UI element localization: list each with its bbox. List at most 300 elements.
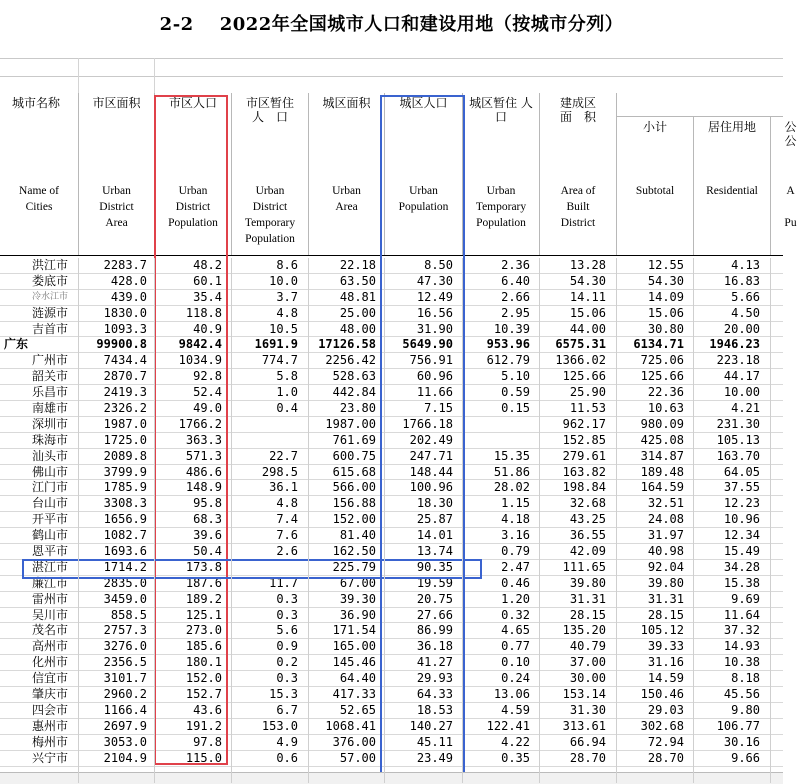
column-rule [693, 258, 694, 783]
value-cell: 60.96 [416, 369, 453, 384]
city-name-cell: 涟源市 [31, 305, 68, 320]
city-name-cell: 吴川市 [31, 607, 68, 622]
value-cell: 980.09 [640, 416, 684, 431]
value-cell: 313.61 [562, 718, 606, 733]
value-cell: 16.83 [723, 273, 760, 288]
value-cell: 50.4 [193, 544, 222, 559]
value-cell: 60.1 [193, 273, 222, 288]
value-cell: 7434.4 [103, 353, 147, 368]
value-cell: 18.30 [416, 496, 453, 511]
value-cell: 164.59 [640, 480, 684, 495]
value-cell: 6.7 [276, 702, 298, 717]
column-header [308, 93, 384, 255]
highlight-zhanjiang-row [22, 559, 482, 579]
value-cell: 10.5 [269, 321, 298, 336]
city-name-cell: 湛江市 [31, 559, 68, 574]
value-cell: 2089.8 [103, 448, 147, 463]
value-cell: 31.31 [647, 591, 684, 606]
value-cell: 12.34 [723, 528, 760, 543]
value-cell: 189.2 [185, 591, 222, 606]
value-cell: 12.55 [647, 258, 684, 272]
value-cell: 2757.3 [103, 623, 147, 638]
city-name-cell: 茂名市 [31, 623, 68, 638]
value-cell: 2.6 [276, 544, 298, 559]
value-cell: 2356.5 [103, 655, 147, 670]
value-cell: 39.6 [193, 528, 222, 543]
value-cell: 31.97 [647, 528, 684, 543]
value-cell: 32.51 [647, 496, 684, 511]
column-rule [616, 258, 617, 783]
value-cell: 163.82 [562, 464, 606, 479]
value-cell: 13.74 [416, 544, 453, 559]
value-cell: 1068.41 [325, 718, 376, 733]
city-name-cell: 南雄市 [31, 401, 68, 416]
value-cell: 273.0 [185, 623, 222, 638]
value-cell: 600.75 [332, 448, 376, 463]
sheet-scrollbar[interactable] [0, 772, 783, 784]
value-cell: 22.36 [647, 385, 684, 400]
value-cell: 3053.0 [103, 734, 147, 749]
value-cell: 23.49 [416, 750, 453, 765]
value-cell: 0.46 [501, 575, 530, 590]
value-cell: 95.8 [193, 496, 222, 511]
value-cell: 0.3 [276, 591, 298, 606]
value-cell: 39.33 [647, 639, 684, 654]
value-cell: 122.41 [486, 718, 530, 733]
value-cell: 14.11 [569, 289, 606, 304]
value-cell: 1987.0 [103, 416, 147, 431]
value-cell: 81.40 [339, 528, 376, 543]
value-cell: 725.06 [640, 353, 684, 368]
value-cell: 5.8 [276, 369, 298, 384]
column-header-en: Urban Population [398, 185, 449, 213]
value-cell: 19.59 [416, 575, 453, 590]
column-header [693, 117, 770, 255]
column-header-cn: 小计 [642, 120, 667, 134]
value-cell: 10.63 [647, 401, 684, 416]
value-cell: 1830.0 [103, 305, 147, 320]
value-cell: 363.3 [185, 432, 222, 447]
city-name-cell: 雷州市 [31, 591, 68, 606]
column-rule [539, 258, 540, 783]
city-name-cell: 高州市 [31, 639, 68, 654]
value-cell: 36.18 [416, 639, 453, 654]
value-cell: 37.55 [723, 480, 760, 495]
value-cell: 1725.0 [103, 432, 147, 447]
value-cell: 1093.3 [103, 321, 147, 336]
value-cell: 11.64 [723, 607, 760, 622]
highlight-urban-district-population [154, 95, 228, 765]
city-name-cell: 汕头市 [31, 448, 68, 463]
value-cell: 0.3 [276, 671, 298, 686]
value-cell: 2283.7 [103, 258, 147, 272]
city-name-cell: 信宜市 [31, 671, 68, 686]
city-name-cell: 佛山市 [31, 464, 68, 479]
column-rule [78, 258, 79, 783]
value-cell: 25.87 [416, 512, 453, 527]
value-cell: 47.30 [416, 273, 453, 288]
value-cell: 31.90 [416, 321, 453, 336]
value-cell: 150.46 [640, 687, 684, 702]
value-cell: 774.7 [261, 353, 298, 368]
value-cell: 0.32 [501, 607, 530, 622]
value-cell: 5.6 [276, 623, 298, 638]
city-name-cell: 惠州市 [31, 718, 68, 733]
value-cell: 125.1 [185, 607, 222, 622]
value-cell: 14.01 [416, 528, 453, 543]
value-cell: 148.9 [185, 480, 222, 495]
value-cell: 5.66 [731, 289, 760, 304]
value-cell: 756.91 [409, 353, 453, 368]
column-header-cn: 市区面积 [92, 96, 141, 110]
value-cell: 3.16 [501, 528, 530, 543]
value-cell: 118.8 [185, 305, 222, 320]
column-header-cn: 城市名称 [12, 96, 61, 110]
value-cell: 20.75 [416, 591, 453, 606]
value-cell: 11.53 [569, 401, 606, 416]
value-cell: 9842.4 [178, 337, 222, 352]
column-header-en: Subtotal [635, 185, 675, 197]
value-cell: 1082.7 [103, 528, 147, 543]
value-cell: 39.30 [339, 591, 376, 606]
column-header-en: Area of Built District [560, 185, 596, 229]
value-cell: 2419.3 [103, 385, 147, 400]
value-cell: 1714.2 [103, 559, 147, 574]
value-cell: 7.6 [276, 528, 298, 543]
value-cell: 8.6 [276, 258, 298, 272]
value-cell: 1785.9 [103, 480, 147, 495]
value-cell: 185.6 [185, 639, 222, 654]
value-cell: 9.69 [731, 591, 760, 606]
column-header [231, 93, 308, 255]
value-cell: 115.0 [185, 750, 222, 765]
value-cell: 442.84 [332, 385, 376, 400]
value-cell: 13.28 [569, 258, 606, 272]
value-cell: 31.30 [569, 702, 606, 717]
value-cell: 68.3 [193, 512, 222, 527]
value-cell: 52.4 [193, 385, 222, 400]
value-cell: 439.0 [110, 289, 147, 304]
grid-rule [0, 58, 783, 59]
value-cell: 2697.9 [103, 718, 147, 733]
value-cell: 23.80 [339, 401, 376, 416]
value-cell: 42.09 [569, 544, 606, 559]
value-cell: 1034.9 [178, 353, 222, 368]
value-cell: 3276.0 [103, 639, 147, 654]
value-cell: 92.04 [647, 559, 684, 574]
value-cell: 0.35 [501, 750, 530, 765]
value-cell: 4.50 [731, 305, 760, 320]
value-cell: 2104.9 [103, 750, 147, 765]
value-cell: 64.40 [339, 671, 376, 686]
value-cell: 30.00 [569, 671, 606, 686]
value-cell: 125.66 [562, 369, 606, 384]
value-cell: 2256.42 [325, 353, 376, 368]
value-cell: 39.80 [569, 575, 606, 590]
value-cell: 198.84 [562, 480, 606, 495]
value-cell: 302.68 [640, 718, 684, 733]
value-cell: 858.5 [110, 607, 147, 622]
value-cell: 99900.8 [96, 337, 147, 352]
page-title [0, 10, 783, 36]
value-cell: 1766.18 [402, 416, 453, 431]
value-cell: 66.94 [569, 734, 606, 749]
city-name-cell: 梅州市 [31, 734, 68, 749]
value-cell: 2326.2 [103, 401, 147, 416]
value-cell: 173.8 [185, 559, 222, 574]
value-cell: 9.66 [731, 750, 760, 765]
value-cell: 39.80 [647, 575, 684, 590]
value-cell: 0.24 [501, 671, 530, 686]
value-cell: 314.87 [640, 448, 684, 463]
value-cell: 417.33 [332, 687, 376, 702]
value-cell: 25.00 [339, 305, 376, 320]
value-cell: 31.16 [647, 655, 684, 670]
value-cell: 0.59 [501, 385, 530, 400]
table-number: 2-2 [159, 14, 194, 35]
value-cell: 28.15 [569, 607, 606, 622]
city-name-cell: 珠海市 [31, 432, 68, 447]
column-header-en: Urban District Temporary Population [244, 185, 296, 245]
city-name-cell: 娄底市 [31, 273, 68, 288]
column-group-header [616, 93, 783, 117]
value-cell: 30.80 [647, 321, 684, 336]
value-cell: 15.35 [493, 448, 530, 463]
value-cell: 1.20 [501, 591, 530, 606]
value-cell: 17126.58 [318, 337, 376, 352]
value-cell: 189.48 [640, 464, 684, 479]
value-cell: 953.96 [486, 337, 530, 352]
value-cell: 5.10 [501, 369, 530, 384]
grid-rule [0, 76, 783, 77]
value-cell: 4.59 [501, 702, 530, 717]
grid-rule [78, 58, 79, 93]
value-cell: 36.1 [269, 480, 298, 495]
value-cell: 1.15 [501, 496, 530, 511]
value-cell: 8.18 [731, 671, 760, 686]
value-cell: 29.03 [647, 702, 684, 717]
column-header-cn: 公 公 [784, 120, 797, 148]
city-name-cell: 韶关市 [31, 369, 68, 384]
value-cell: 1366.02 [555, 353, 606, 368]
table-title: 2022年全国城市人口和建设用地（按城市分列） [219, 14, 624, 35]
value-cell: 40.79 [569, 639, 606, 654]
value-cell: 54.30 [647, 273, 684, 288]
value-cell: 171.54 [332, 623, 376, 638]
value-cell: 566.00 [332, 480, 376, 495]
subheader-rule [616, 116, 783, 117]
value-cell: 148.44 [409, 464, 453, 479]
value-cell: 612.79 [486, 353, 530, 368]
city-name-cell: 鹤山市 [31, 528, 68, 543]
value-cell: 40.98 [647, 544, 684, 559]
value-cell: 135.20 [562, 623, 606, 638]
value-cell: 111.65 [562, 559, 606, 574]
value-cell: 15.06 [569, 305, 606, 320]
value-cell: 22.18 [339, 258, 376, 272]
value-cell: 97.8 [193, 734, 222, 749]
value-cell: 2835.0 [103, 575, 147, 590]
value-cell: 12.49 [416, 289, 453, 304]
value-cell: 3459.0 [103, 591, 147, 606]
city-name-cell: 洪江市 [31, 258, 68, 272]
value-cell: 10.39 [493, 321, 530, 336]
column-header-en: Urban District Area [99, 185, 134, 229]
column-rule [384, 258, 385, 783]
value-cell: 0.9 [276, 639, 298, 654]
value-cell: 10.96 [723, 512, 760, 527]
value-cell: 0.15 [501, 401, 530, 416]
value-cell: 45.11 [416, 734, 453, 749]
city-name-cell: 开平市 [31, 512, 68, 527]
value-cell: 44.00 [569, 321, 606, 336]
value-cell: 41.27 [416, 655, 453, 670]
value-cell: 51.86 [493, 464, 530, 479]
value-cell: 54.30 [569, 273, 606, 288]
highlight-urban-population [380, 95, 465, 783]
value-cell: 37.32 [723, 623, 760, 638]
value-cell: 1766.2 [178, 416, 222, 431]
value-cell: 428.0 [110, 273, 147, 288]
value-cell: 0.4 [276, 401, 298, 416]
column-header [616, 117, 693, 255]
value-cell: 18.53 [416, 702, 453, 717]
value-cell: 486.6 [185, 464, 222, 479]
value-cell: 12.23 [723, 496, 760, 511]
value-cell: 425.08 [640, 432, 684, 447]
value-cell: 7.4 [276, 512, 298, 527]
value-cell: 30.16 [723, 734, 760, 749]
value-cell: 3799.9 [103, 464, 147, 479]
column-header-cn: 市区人口 [168, 96, 217, 110]
city-name-cell: 吉首市 [31, 321, 68, 336]
city-name-cell: 四会市 [31, 702, 68, 717]
value-cell: 761.69 [332, 432, 376, 447]
value-cell: 0.3 [276, 607, 298, 622]
value-cell: 376.00 [332, 734, 376, 749]
value-cell: 43.6 [193, 702, 222, 717]
column-rule [770, 258, 771, 783]
value-cell: 571.3 [185, 448, 222, 463]
column-header [770, 117, 810, 255]
value-cell: 2.47 [501, 559, 530, 574]
value-cell: 43.25 [569, 512, 606, 527]
city-name-cell: 广州市 [31, 353, 68, 368]
city-name-cell: 广东 [4, 337, 29, 352]
value-cell: 9.80 [731, 702, 760, 717]
value-cell: 152.85 [562, 432, 606, 447]
city-name-cell: 化州市 [31, 655, 68, 670]
value-cell: 2870.7 [103, 369, 147, 384]
value-cell: 3101.7 [103, 671, 147, 686]
value-cell: 8.50 [424, 258, 453, 272]
value-cell: 15.38 [723, 575, 760, 590]
value-cell: 52.65 [339, 702, 376, 717]
value-cell: 202.49 [409, 432, 453, 447]
value-cell: 2.36 [501, 258, 530, 272]
value-cell: 10.38 [723, 655, 760, 670]
value-cell: 0.10 [501, 655, 530, 670]
value-cell: 35.4 [193, 289, 222, 304]
column-header-cn: 市区暂住 人 口 [245, 96, 294, 124]
value-cell: 4.18 [501, 512, 530, 527]
value-cell: 2.95 [501, 305, 530, 320]
value-cell: 1946.23 [709, 337, 760, 352]
value-cell: 1166.4 [103, 702, 147, 717]
value-cell: 106.77 [716, 718, 760, 733]
column-header [78, 93, 154, 255]
value-cell: 247.71 [409, 448, 453, 463]
column-rule [231, 258, 232, 783]
value-cell: 4.9 [276, 734, 298, 749]
column-header-en: Urban Area [332, 185, 361, 213]
column-header-cn: 居住用地 [707, 120, 756, 134]
value-cell: 13.06 [493, 687, 530, 702]
value-cell: 29.93 [416, 671, 453, 686]
value-cell: 2.66 [501, 289, 530, 304]
value-cell: 6134.71 [633, 337, 684, 352]
value-cell: 4.8 [276, 305, 298, 320]
value-cell: 1691.9 [254, 337, 298, 352]
value-cell: 10.0 [269, 273, 298, 288]
value-cell: 152.00 [332, 512, 376, 527]
value-cell: 298.5 [261, 464, 298, 479]
value-cell: 48.81 [339, 289, 376, 304]
column-header-cn: 城区暂住 人 口 [469, 96, 533, 124]
value-cell: 27.66 [416, 607, 453, 622]
value-cell: 64.33 [416, 687, 453, 702]
value-cell: 105.13 [716, 432, 760, 447]
grid-rule [154, 58, 155, 93]
value-cell: 10.00 [723, 385, 760, 400]
value-cell: 37.00 [569, 655, 606, 670]
value-cell: 152.7 [185, 687, 222, 702]
value-cell: 86.99 [416, 623, 453, 638]
value-cell: 4.8 [276, 496, 298, 511]
column-rule [462, 258, 463, 783]
column-header-cn: 建成区 面 积 [559, 96, 596, 124]
value-cell: 4.65 [501, 623, 530, 638]
value-cell: 11.7 [269, 575, 298, 590]
value-cell: 156.88 [332, 496, 376, 511]
city-name-cell: 乐昌市 [31, 385, 68, 400]
value-cell: 72.94 [647, 734, 684, 749]
value-cell: 28.02 [493, 480, 530, 495]
column-header [0, 93, 78, 255]
value-cell: 4.13 [731, 258, 760, 272]
value-cell: 231.30 [716, 416, 760, 431]
column-header [539, 93, 616, 255]
value-cell: 1656.9 [103, 512, 147, 527]
value-cell: 1693.6 [103, 544, 147, 559]
value-cell: 0.77 [501, 639, 530, 654]
value-cell: 6.40 [501, 273, 530, 288]
city-name-cell: 江门市 [31, 480, 68, 495]
value-cell: 64.05 [723, 464, 760, 479]
column-header-en: Name of Cities [19, 185, 59, 213]
value-cell: 615.68 [332, 464, 376, 479]
column-header-en: Residential [706, 185, 758, 197]
value-cell: 162.50 [332, 544, 376, 559]
value-cell: 125.66 [640, 369, 684, 384]
value-cell: 49.0 [193, 401, 222, 416]
value-cell: 28.15 [647, 607, 684, 622]
value-cell: 7.15 [424, 401, 453, 416]
value-cell: 57.00 [339, 750, 376, 765]
column-header-en: Urban Temporary Population [475, 185, 527, 229]
value-cell: 40.9 [193, 321, 222, 336]
value-cell: 2960.2 [103, 687, 147, 702]
